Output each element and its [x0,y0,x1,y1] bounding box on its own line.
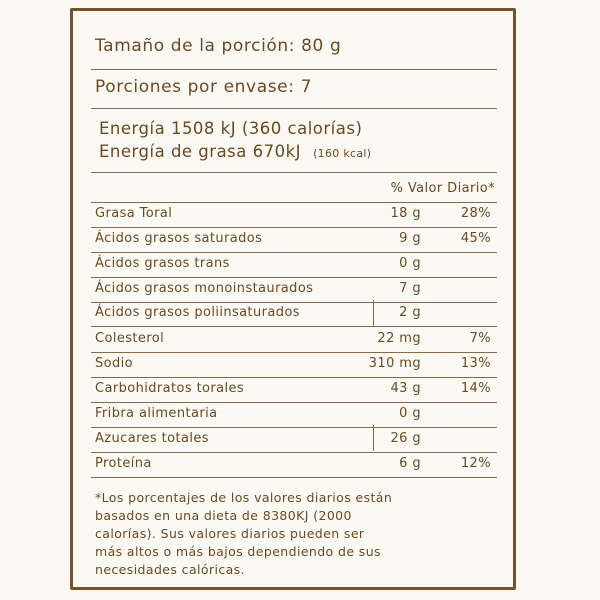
nutrient-daily-value: 7% [469,331,491,346]
energy-from-fat-kcal: (160 kcal) [313,147,372,160]
divider [91,172,497,173]
row-divider [91,326,497,327]
nutrient-row [91,204,497,226]
energy: Energía 1508 kJ (360 calorías) [99,119,363,138]
nutrient-row [91,379,497,401]
energy-from-fat-kj: Energía de grasa 670kJ [99,142,302,161]
nutrient-amount: 2 g [399,305,421,320]
nutrient-daily-value: 13% [460,356,491,371]
nutrient-name: Ácidos grasos trans [95,256,230,271]
row-divider [91,277,497,278]
footnote-line: calorías). Sus valores diarios pueden ser [95,526,365,541]
column-divider [373,425,374,451]
nutrient-row [91,303,497,325]
nutrient-daily-value: 45% [460,231,491,246]
nutrient-amount: 18 g [390,206,421,221]
nutrient-row [91,279,497,301]
row-divider [91,402,497,403]
nutrient-row [91,429,497,451]
column-divider [373,300,374,326]
row-divider [91,352,497,353]
nutrient-amount: 310 mg [368,356,421,371]
nutrient-amount: 43 g [390,381,421,396]
nutrient-name: Colesterol [95,331,165,346]
nutrient-name: Fribra alimentaria [95,406,218,421]
nutrient-daily-value: 12% [460,456,491,471]
nutrient-amount: 0 g [399,256,421,271]
nutrient-name: Ácidos grasos monoinstaurados [95,281,314,296]
footnote-line: necesidades calóricas. [95,562,245,577]
nutrition-facts-panel [70,8,516,590]
nutrient-amount: 26 g [390,431,421,446]
nutrient-row [91,329,497,351]
row-divider [91,227,497,228]
divider [91,69,497,70]
nutrient-amount: 9 g [399,231,421,246]
nutrient-amount: 22 mg [377,331,421,346]
footnote-line: basados en una dieta de 8380KJ (2000 [95,508,352,523]
servings-per-container: Porciones por envase: 7 [95,77,312,97]
serving-size: Tamaño de la porción: 80 g [95,36,342,56]
row-divider [91,477,497,478]
nutrient-name: Sodio [95,356,134,371]
row-divider [91,377,497,378]
nutrient-daily-value: 14% [460,381,491,396]
nutrient-row [91,454,497,476]
daily-value-header: % Valor Diario* [390,181,495,196]
nutrient-name: Proteína [95,456,152,471]
footnote-line: más altos o más bajos dependiendo de sus [95,544,381,559]
nutrient-name: Azucares totales [95,431,209,446]
divider [91,202,497,203]
energy-from-fat [99,142,371,161]
divider [91,108,497,109]
row-divider [91,452,497,453]
nutrient-name: Ácidos grasos poliinsaturados [95,305,300,320]
nutrient-row [91,354,497,376]
footnote [95,489,505,579]
nutrient-row [91,229,497,251]
nutrient-daily-value: 28% [460,206,491,221]
nutrient-amount: 7 g [399,281,421,296]
row-divider [91,252,497,253]
footnote-line: *Los porcentajes de los valores diarios están [95,490,393,505]
nutrient-amount: 6 g [399,456,421,471]
nutrient-name: Grasa Toral [95,206,173,221]
nutrient-amount: 0 g [399,406,421,421]
nutrient-name: Carbohidratos torales [95,381,245,396]
row-divider [91,427,497,428]
nutrient-row [91,404,497,426]
nutrient-row [91,254,497,276]
nutrient-name: Ácidos grasos saturados [95,231,263,246]
